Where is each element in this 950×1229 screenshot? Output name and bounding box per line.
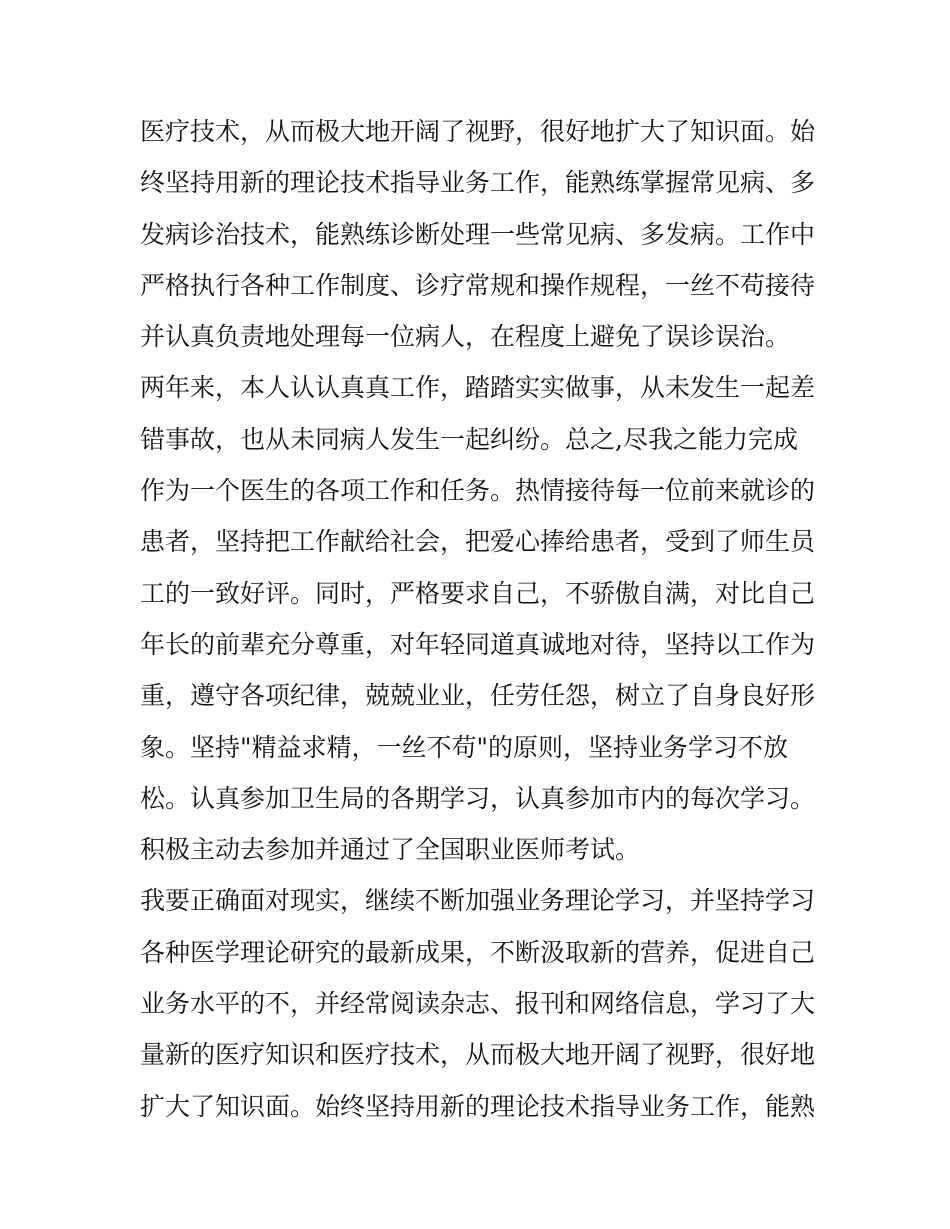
text-line: 扩大了知识面。始终坚持用新的理论技术指导业务工作，能熟 xyxy=(140,1091,816,1121)
text-line: 两年来，本人认认真真工作，踏踏实实做事，从未发生一起差 xyxy=(140,373,816,403)
text-line: 各种医学理论研究的最新成果，不断汲取新的营养，促进自己 xyxy=(140,937,816,967)
text-line: 终坚持用新的理论技术指导业务工作，能熟练掌握常见病、多 xyxy=(140,168,816,198)
body-text xyxy=(140,106,820,1132)
text-line: 年长的前辈充分尊重，对年轻同道真诚地对待，坚持以工作为 xyxy=(140,629,816,659)
text-line: 作为一个医生的各项工作和任务。热情接待每一位前来就诊的 xyxy=(140,476,816,506)
text-line: 工的一致好评。同时，严格要求自己，不骄傲自满，对比自己 xyxy=(140,578,816,608)
text-line: 我要正确面对现实，继续不断加强业务理论学习，并坚持学习 xyxy=(140,886,816,916)
text-line: 松。认真参加卫生局的各期学习，认真参加市内的每次学习。 xyxy=(140,783,816,813)
text-line: 重，遵守各项纪律，兢兢业业，任劳任怨，树立了自身良好形 xyxy=(140,681,816,711)
text-line: 医疗技术，从而极大地开阔了视野，很好地扩大了知识面。始 xyxy=(140,117,816,146)
text-line: 业务水平的不，并经常阅读杂志、报刊和网络信息，学习了大 xyxy=(140,989,816,1019)
text-line: 严格执行各种工作制度、诊疗常规和操作规程，一丝不苟接待 xyxy=(140,270,816,300)
text-line: 并认真负责地处理每一位病人，在程度上避免了误诊误治。 xyxy=(140,322,791,352)
text-line: 积极主动去参加并通过了全国职业医师考试。 xyxy=(140,835,641,865)
text-line: 量新的医疗知识和医疗技术，从而极大地开阔了视野，很好地 xyxy=(140,1040,816,1070)
text-line: 象。坚持"精益求精，一丝不苟"的原则，坚持业务学习不放 xyxy=(140,732,789,762)
text-line: 发病诊治技术，能熟练诊断处理一些常见病、多发病。工作中 xyxy=(140,219,816,249)
text-line: 错事故，也从未同病人发生一起纠纷。总之,尽我之能力完成 xyxy=(140,424,798,454)
text-line: 患者，坚持把工作献给社会，把爱心捧给患者，受到了师生员 xyxy=(140,527,816,557)
